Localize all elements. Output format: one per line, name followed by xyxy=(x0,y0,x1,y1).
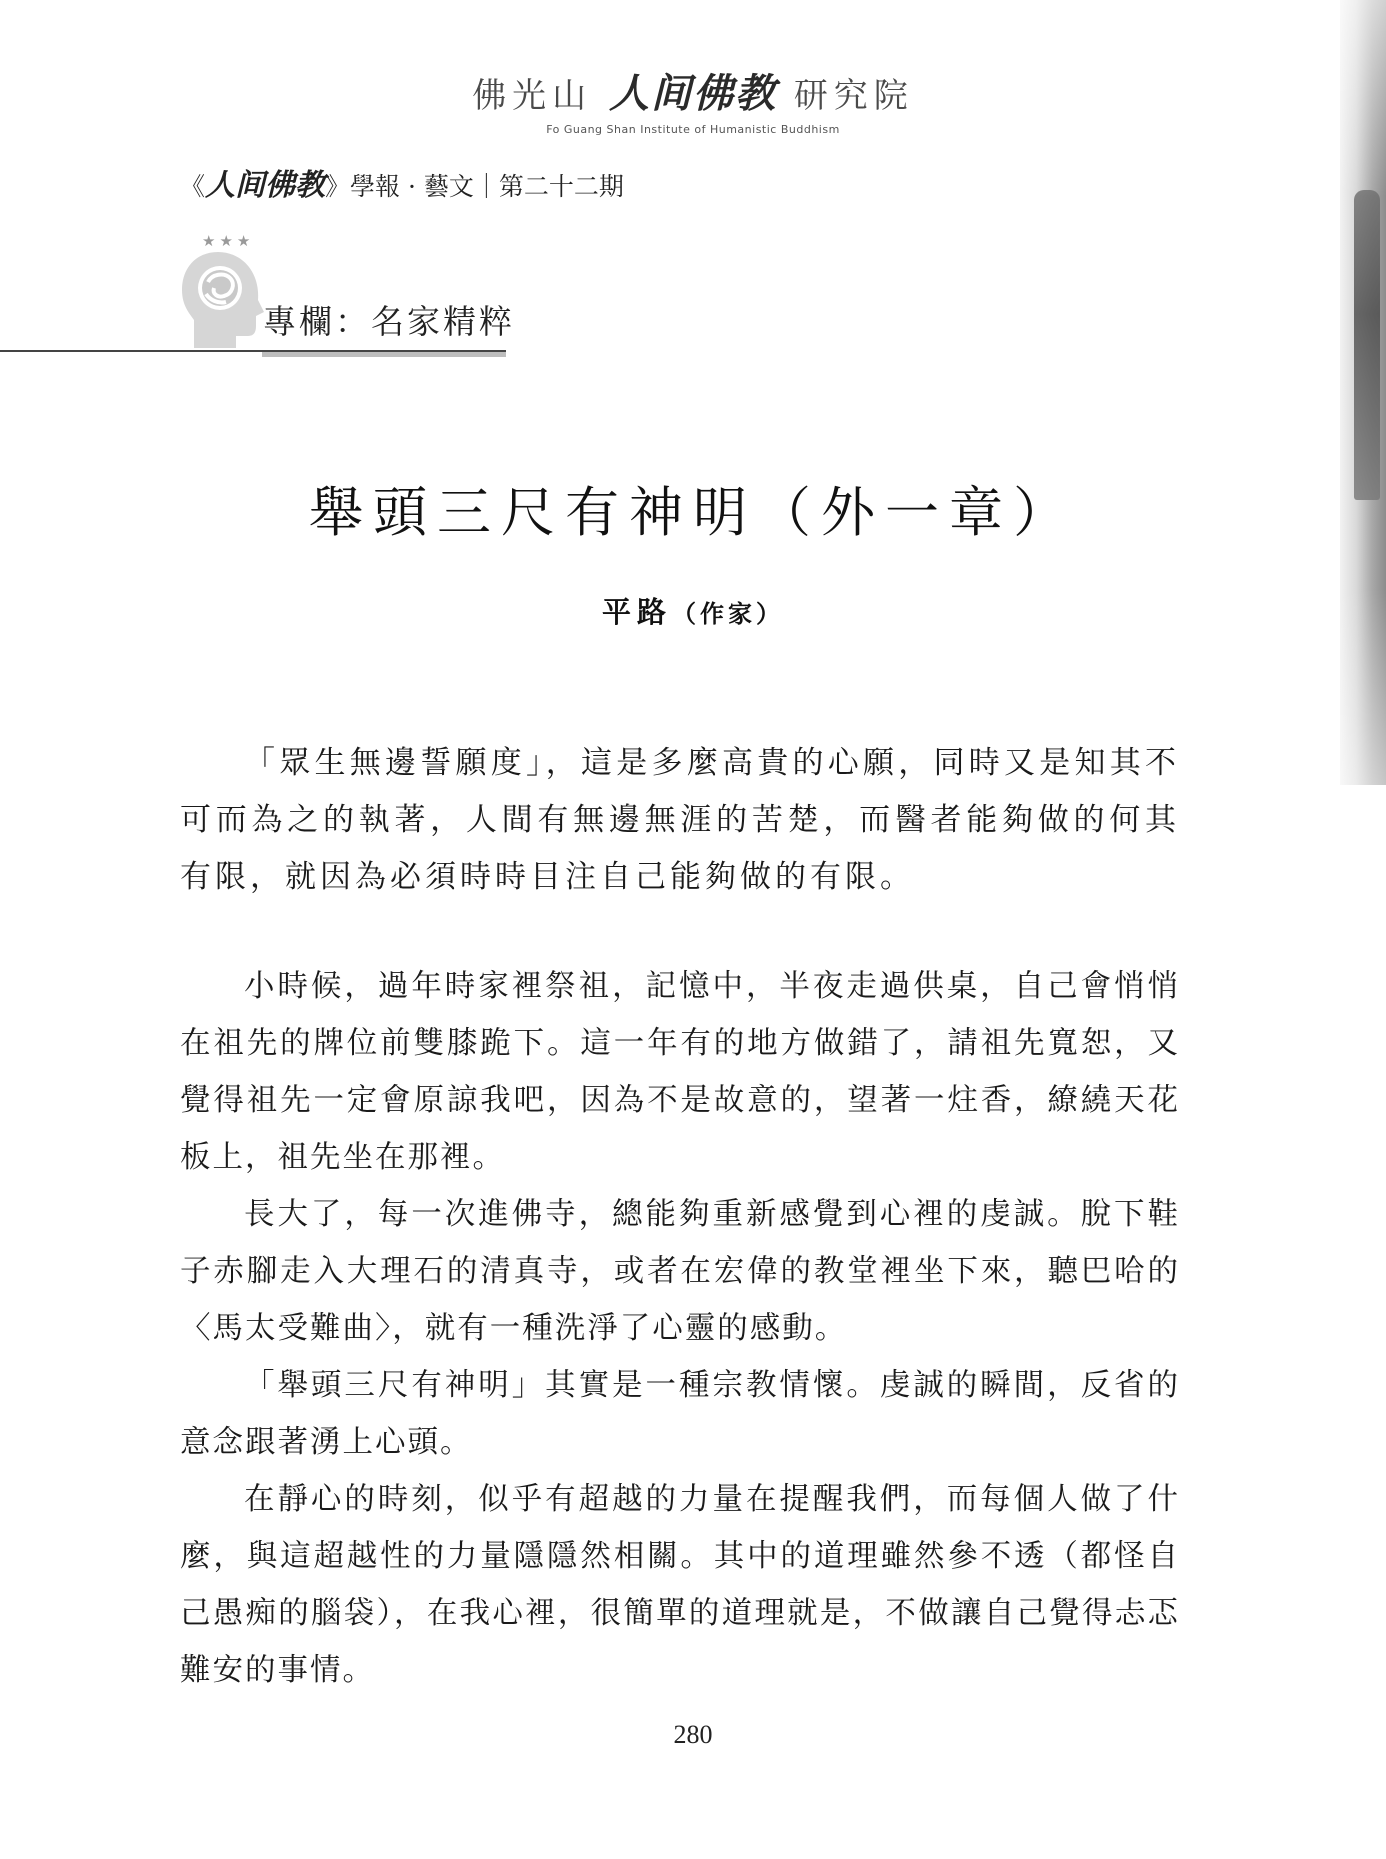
institute-english-name: Fo Guang Shan Institute of Humanistic Buddhism xyxy=(546,123,840,136)
institute-brand-logo: 人间佛教 xyxy=(609,71,777,117)
article-byline xyxy=(0,590,1386,631)
stars-icon: ★★★ xyxy=(202,232,255,250)
institute-suffix: 研究院 xyxy=(793,76,914,116)
page-number: 280 xyxy=(673,1720,713,1749)
journal-issue: 》學報 · 藝文｜第二十二期 xyxy=(325,172,624,201)
article-title: 舉頭三尺有神明（外一章） xyxy=(309,481,1077,544)
epigraph xyxy=(180,735,1180,906)
head-profile-icon xyxy=(178,248,274,352)
epigraph-text: 「眾生無邊誓願度」，這是多麼高貴的心願，同時又是知其不可而為之的執著，人間有無邊無涯的苦楚，而醫者能夠做的何其有限，就因為必須時時目注自己能夠做的有限。 xyxy=(180,745,1180,895)
author-role: （作家） xyxy=(672,599,784,628)
institute-prefix: 佛光山 xyxy=(472,76,593,116)
body-paragraph: 「舉頭三尺有神明」其實是一種宗教情懷。虔誠的瞬間，反省的意念跟著湧上心頭。 xyxy=(180,1368,1180,1460)
author-name: 平路 xyxy=(601,595,672,629)
journal-header: 《人间佛教》學報 · 藝文｜第二十二期 xyxy=(180,168,624,203)
column-title: 專欄：名家精粹 xyxy=(263,302,515,341)
body-paragraph: 小時候，過年時家裡祭祖，記憶中，半夜走過供桌，自己會悄悄在祖先的牌位前雙膝跪下。這一年有的地方做錯了，請祖先寬恕，又覺得祖先一定會原諒我吧，因為不是故意的，望著一炷香，繚繞天花板上，祖先坐在那裡。 xyxy=(180,969,1180,1175)
journal-brand-logo: 人间佛教 xyxy=(205,168,326,203)
institute-header xyxy=(0,62,1386,136)
column-underline xyxy=(262,352,506,357)
article-body xyxy=(180,958,1180,1699)
body-paragraph: 在靜心的時刻，似乎有超越的力量在提醒我們，而每個人做了什麼，與這超越性的力量隱隱然相關。其中的道理雖然參不透（都怪自己愚痴的腦袋），在我心裡，很簡單的道理就是，不做讓自己覺得忐忑難安的事情。 xyxy=(180,1482,1180,1688)
body-paragraph: 長大了，每一次進佛寺，總能夠重新感覺到心裡的虔誠。脫下鞋子赤腳走入大理石的清真寺，或者在宏偉的教堂裡坐下來，聽巴哈的〈馬太受難曲〉，就有一種洗淨了心靈的感動。 xyxy=(180,1197,1180,1346)
